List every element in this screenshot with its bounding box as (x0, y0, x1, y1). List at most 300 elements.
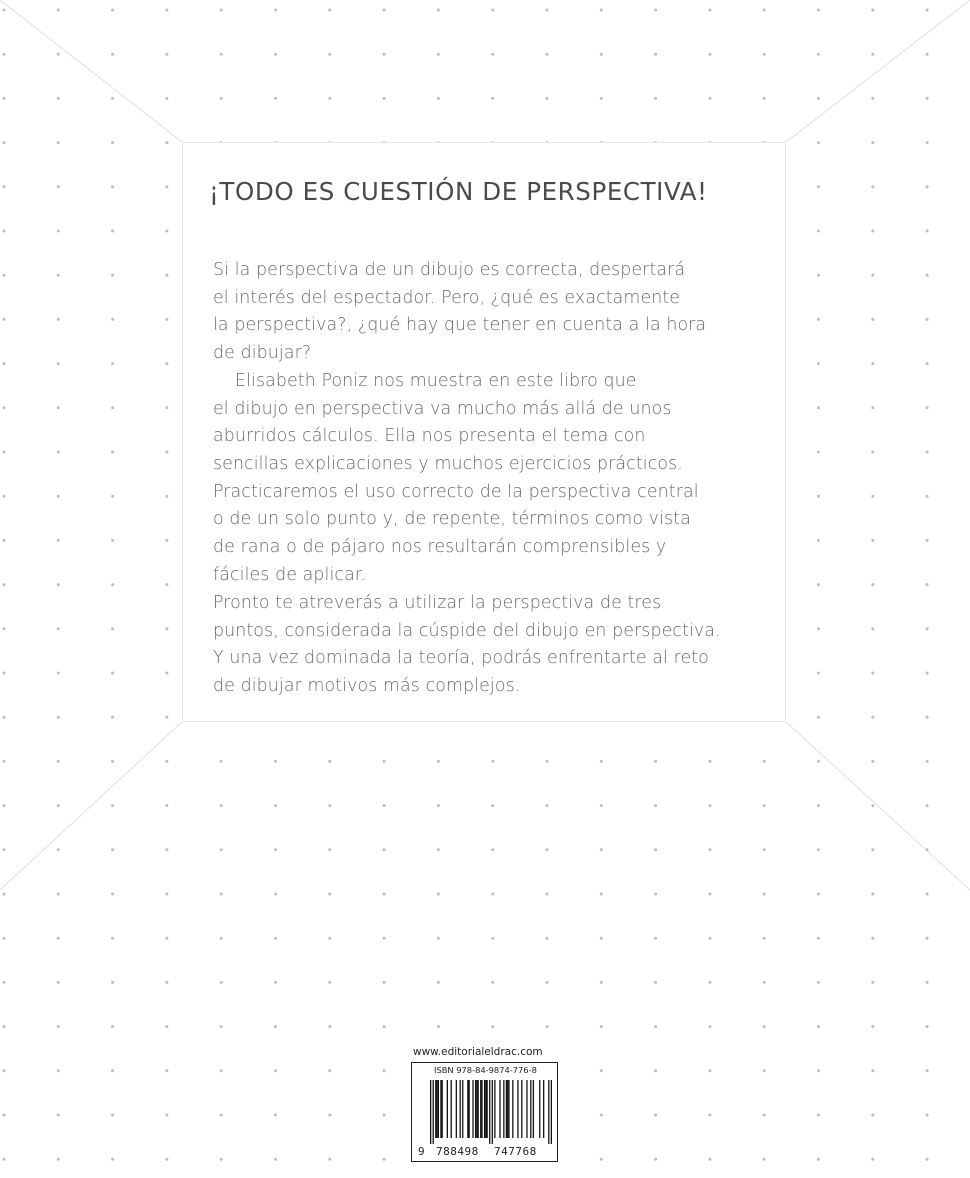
grid-dot (111, 185, 114, 188)
grid-dot (328, 760, 331, 763)
grid-dot (491, 981, 494, 984)
grid-dot (708, 848, 711, 851)
grid-dot (57, 141, 60, 144)
grid-dot (926, 672, 929, 675)
paragraph-line: el interés del espectador. Pero, ¿qué es exactamente (213, 287, 681, 308)
grid-dot (57, 583, 60, 586)
grid-dot (654, 760, 657, 763)
grid-dot (926, 318, 929, 321)
barcode-frame (411, 1062, 558, 1162)
grid-dot (111, 672, 114, 675)
grid-dot (600, 1069, 603, 1072)
grid-dot (817, 9, 820, 12)
grid-dot (165, 893, 168, 896)
grid-dot (165, 937, 168, 940)
grid-dot (926, 760, 929, 763)
grid-dot (111, 848, 114, 851)
grid-dot (165, 53, 168, 56)
paragraph-line: Practicaremos el uso correcto de la perspectiva central (213, 481, 699, 502)
barcode-bar (435, 1080, 436, 1138)
paragraph-line: Elisabeth Poniz nos muestra en este libro que (235, 370, 637, 391)
grid-dot (165, 318, 168, 321)
grid-dot (546, 760, 549, 763)
grid-dot (546, 53, 549, 56)
grid-dot (165, 362, 168, 365)
grid-dot (3, 804, 6, 807)
grid-dot (383, 97, 386, 100)
grid-dot (3, 53, 6, 56)
grid-dot (274, 804, 277, 807)
grid-dot (57, 185, 60, 188)
grid-dot (491, 937, 494, 940)
grid-dot (600, 1025, 603, 1028)
grid-dot (274, 9, 277, 12)
grid-dot (817, 141, 820, 144)
grid-dot (3, 141, 6, 144)
grid-dot (165, 1025, 168, 1028)
grid-dot (600, 1114, 603, 1117)
grid-dot (383, 1069, 386, 1072)
grid-dot (763, 9, 766, 12)
grid-dot (383, 53, 386, 56)
grid-dot (3, 893, 6, 896)
grid-dot (817, 274, 820, 277)
grid-dot (654, 9, 657, 12)
grid-dot (817, 362, 820, 365)
publisher-website: www.editorialeldrac.com (413, 1046, 543, 1058)
barcode-bar (507, 1080, 508, 1138)
grid-dot (165, 627, 168, 630)
grid-dot (546, 981, 549, 984)
grid-dot (220, 937, 223, 940)
barcode-bar (499, 1080, 500, 1138)
grid-dot (708, 981, 711, 984)
grid-dot (111, 406, 114, 409)
grid-dot (3, 495, 6, 498)
grid-dot (111, 1158, 114, 1161)
grid-dot (817, 406, 820, 409)
grid-dot (871, 539, 874, 542)
grid-dot (274, 1025, 277, 1028)
grid-dot (57, 274, 60, 277)
grid-dot (926, 451, 929, 454)
grid-dot (871, 848, 874, 851)
grid-dot (437, 893, 440, 896)
grid-dot (165, 1114, 168, 1117)
grid-dot (817, 583, 820, 586)
grid-dot (57, 539, 60, 542)
grid-dot (165, 539, 168, 542)
grid-dot (871, 362, 874, 365)
grid-dot (111, 981, 114, 984)
grid-dot (274, 848, 277, 851)
grid-dot (57, 53, 60, 56)
grid-dot (3, 362, 6, 365)
barcode-bar (485, 1080, 486, 1138)
barcode-bar (492, 1080, 493, 1144)
barcode-bar (469, 1080, 470, 1138)
grid-dot (926, 495, 929, 498)
grid-dot (220, 53, 223, 56)
grid-dot (220, 893, 223, 896)
grid-dot (871, 672, 874, 675)
grid-dot (871, 893, 874, 896)
grid-dot (817, 185, 820, 188)
grid-dot (220, 760, 223, 763)
grid-dot (328, 1114, 331, 1117)
barcode-bar (462, 1080, 463, 1138)
grid-dot (57, 318, 60, 321)
grid-dot (437, 97, 440, 100)
grid-dot (817, 53, 820, 56)
grid-dot (165, 672, 168, 675)
barcode-bar (526, 1080, 527, 1138)
grid-dot (654, 981, 657, 984)
grid-dot (546, 1025, 549, 1028)
grid-dot (220, 1158, 223, 1161)
grid-dot (274, 1069, 277, 1072)
grid-dot (3, 451, 6, 454)
barcode-bar (487, 1080, 488, 1138)
grid-dot (926, 97, 929, 100)
grid-dot (3, 1069, 6, 1072)
grid-dot (763, 848, 766, 851)
paragraph-line: de rana o de pájaro nos resultarán comprensibles y (213, 537, 667, 558)
grid-dot (165, 141, 168, 144)
grid-dot (165, 1069, 168, 1072)
grid-dot (274, 893, 277, 896)
grid-dot (817, 1069, 820, 1072)
paragraph-line: la perspectiva?, ¿qué hay que tener en cuenta a la hora (213, 315, 707, 336)
barcode-bar (472, 1080, 473, 1138)
grid-dot (111, 804, 114, 807)
grid-dot (491, 760, 494, 763)
grid-dot (871, 97, 874, 100)
grid-dot (600, 848, 603, 851)
grid-dot (763, 981, 766, 984)
grid-dot (926, 716, 929, 719)
barcode-bar (438, 1080, 439, 1138)
grid-dot (926, 53, 929, 56)
grid-dot (926, 627, 929, 630)
grid-dot (708, 9, 711, 12)
grid-dot (3, 716, 6, 719)
barcode-bar (456, 1080, 457, 1138)
grid-dot (926, 893, 929, 896)
grid-dot (111, 1025, 114, 1028)
grid-dot (817, 627, 820, 630)
grid-dot (708, 893, 711, 896)
text-panel (182, 142, 786, 722)
grid-dot (57, 804, 60, 807)
grid-dot (383, 937, 386, 940)
grid-dot (111, 583, 114, 586)
grid-dot (817, 495, 820, 498)
barcode-bar (480, 1080, 481, 1138)
barcode-bar (475, 1080, 476, 1138)
grid-dot (546, 9, 549, 12)
grid-dot (491, 893, 494, 896)
barcode-bar (436, 1080, 437, 1138)
grid-dot (708, 1069, 711, 1072)
grid-dot (220, 981, 223, 984)
grid-dot (220, 1114, 223, 1117)
grid-dot (57, 716, 60, 719)
grid-dot (871, 495, 874, 498)
grid-dot (111, 230, 114, 233)
grid-dot (165, 1158, 168, 1161)
grid-dot (111, 318, 114, 321)
grid-dot (328, 1158, 331, 1161)
grid-dot (654, 848, 657, 851)
grid-dot (274, 97, 277, 100)
grid-dot (817, 848, 820, 851)
grid-dot (165, 804, 168, 807)
grid-dot (111, 1114, 114, 1117)
grid-dot (708, 97, 711, 100)
grid-dot (57, 760, 60, 763)
paragraph-line: el dibujo en perspectiva va mucho más allá de unos (213, 398, 672, 419)
grid-dot (871, 185, 874, 188)
grid-dot (871, 760, 874, 763)
grid-dot (165, 848, 168, 851)
paragraph-line: de dibujar? (213, 343, 312, 364)
grid-dot (871, 937, 874, 940)
grid-dot (328, 937, 331, 940)
paragraph-line: puntos, considerada la cúspide del dibujo en perspectiva. (213, 620, 721, 641)
grid-dot (220, 9, 223, 12)
grid-dot (926, 848, 929, 851)
grid-dot (220, 804, 223, 807)
grid-dot (111, 97, 114, 100)
grid-dot (763, 1114, 766, 1117)
grid-dot (165, 583, 168, 586)
paragraph-line: Pronto te atreverás a utilizar la perspectiva de tres (213, 593, 662, 613)
grid-dot (926, 981, 929, 984)
grid-dot (165, 981, 168, 984)
grid-dot (3, 406, 6, 409)
grid-dot (871, 1069, 874, 1072)
grid-dot (871, 230, 874, 233)
grid-dot (111, 9, 114, 12)
grid-dot (926, 1114, 929, 1117)
barcode-bar (467, 1080, 468, 1138)
grid-dot (111, 495, 114, 498)
grid-dot (437, 937, 440, 940)
grid-dot (57, 495, 60, 498)
grid-dot (763, 760, 766, 763)
grid-dot (817, 451, 820, 454)
grid-dot (220, 1069, 223, 1072)
closing-paragraph (213, 590, 773, 701)
grid-dot (3, 97, 6, 100)
grid-dot (57, 451, 60, 454)
grid-dot (871, 627, 874, 630)
barcode-bar (533, 1080, 534, 1138)
grid-dot (817, 893, 820, 896)
grid-dot (328, 9, 331, 12)
grid-dot (654, 937, 657, 940)
grid-dot (763, 53, 766, 56)
grid-dot (57, 981, 60, 984)
grid-dot (328, 1069, 331, 1072)
grid-dot (57, 893, 60, 896)
grid-dot (57, 1114, 60, 1117)
grid-dot (763, 937, 766, 940)
grid-dot (763, 893, 766, 896)
grid-dot (111, 627, 114, 630)
grid-dot (3, 848, 6, 851)
grid-dot (926, 141, 929, 144)
grid-dot (817, 1114, 820, 1117)
grid-dot (165, 716, 168, 719)
grid-dot (871, 53, 874, 56)
grid-dot (491, 804, 494, 807)
grid-dot (165, 760, 168, 763)
grid-dot (165, 97, 168, 100)
grid-dot (654, 1025, 657, 1028)
grid-dot (3, 672, 6, 675)
grid-dot (871, 583, 874, 586)
grid-dot (654, 1069, 657, 1072)
grid-dot (708, 1158, 711, 1161)
grid-dot (546, 893, 549, 896)
barcode-bar (539, 1080, 540, 1138)
grid-dot (383, 804, 386, 807)
barcode-bar (476, 1080, 477, 1138)
grid-dot (926, 1069, 929, 1072)
grid-dot (274, 53, 277, 56)
grid-dot (57, 9, 60, 12)
grid-dot (491, 848, 494, 851)
grid-dot (3, 760, 6, 763)
barcode-bar (484, 1080, 485, 1138)
grid-dot (3, 1025, 6, 1028)
grid-dot (926, 9, 929, 12)
grid-dot (57, 1158, 60, 1161)
panel-title: ¡TODO ES CUESTIÓN DE PERSPECTIVA! (209, 177, 708, 206)
grid-dot (57, 627, 60, 630)
grid-dot (926, 406, 929, 409)
grid-dot (383, 848, 386, 851)
description-paragraph (213, 257, 773, 589)
grid-dot (3, 185, 6, 188)
grid-dot (926, 185, 929, 188)
isbn-label: ISBN 978-84-9874-776-8 (434, 1065, 537, 1075)
grid-dot (600, 893, 603, 896)
barcode-bar (460, 1080, 461, 1138)
grid-dot (871, 406, 874, 409)
ean-right-digits: 747768 (494, 1145, 537, 1158)
grid-dot (57, 97, 60, 100)
barcode-bar (430, 1080, 431, 1144)
grid-dot (871, 9, 874, 12)
grid-dot (111, 451, 114, 454)
grid-dot (491, 9, 494, 12)
grid-dot (437, 804, 440, 807)
grid-dot (763, 1025, 766, 1028)
barcode-bar (440, 1080, 441, 1138)
grid-dot (57, 672, 60, 675)
grid-dot (817, 97, 820, 100)
grid-dot (871, 1114, 874, 1117)
grid-dot (491, 97, 494, 100)
grid-dot (708, 1114, 711, 1117)
grid-dot (546, 97, 549, 100)
barcode-bar (506, 1080, 507, 1138)
barcode-bar (503, 1080, 504, 1138)
grid-dot (708, 53, 711, 56)
grid-dot (708, 760, 711, 763)
barcode-bar (521, 1080, 522, 1138)
grid-dot (165, 9, 168, 12)
barcode-bar (494, 1080, 495, 1138)
grid-dot (817, 1158, 820, 1161)
grid-dot (926, 1158, 929, 1161)
grid-dot (220, 848, 223, 851)
grid-dot (926, 539, 929, 542)
grid-dot (383, 893, 386, 896)
grid-dot (654, 1158, 657, 1161)
grid-dot (383, 760, 386, 763)
grid-dot (871, 716, 874, 719)
barcode-bar (433, 1080, 434, 1144)
grid-dot (817, 539, 820, 542)
grid-dot (57, 1025, 60, 1028)
grid-dot (437, 1025, 440, 1028)
grid-dot (165, 406, 168, 409)
barcode-bar (548, 1080, 549, 1144)
paragraph-line: Y una vez dominada la teoría, podrás enfrentarte al reto (213, 648, 709, 669)
grid-dot (165, 230, 168, 233)
paragraph-line: Si la perspectiva de un dibujo es correcta, despertará (213, 260, 686, 280)
grid-dot (708, 937, 711, 940)
barcode-bar (447, 1080, 448, 1138)
grid-dot (3, 981, 6, 984)
grid-dot (328, 848, 331, 851)
barcode-bar (442, 1080, 443, 1138)
barcode-bar (530, 1080, 531, 1138)
grid-dot (111, 893, 114, 896)
grid-dot (111, 1069, 114, 1072)
grid-dot (111, 362, 114, 365)
grid-dot (437, 981, 440, 984)
grid-dot (600, 981, 603, 984)
grid-dot (274, 1158, 277, 1161)
grid-dot (437, 53, 440, 56)
barcode-bar (508, 1080, 509, 1138)
grid-dot (926, 804, 929, 807)
barcode-bars (430, 1080, 552, 1144)
grid-dot (274, 1114, 277, 1117)
grid-dot (57, 230, 60, 233)
grid-dot (274, 981, 277, 984)
grid-dot (654, 1114, 657, 1117)
grid-dot (383, 1025, 386, 1028)
grid-dot (437, 760, 440, 763)
grid-dot (600, 53, 603, 56)
grid-dot (328, 53, 331, 56)
barcode-bar (512, 1080, 513, 1138)
grid-dot (926, 937, 929, 940)
grid-dot (165, 274, 168, 277)
barcode-bar (478, 1080, 479, 1138)
grid-dot (491, 1025, 494, 1028)
grid-dot (383, 981, 386, 984)
grid-dot (3, 9, 6, 12)
grid-dot (3, 1114, 6, 1117)
paragraph-line: aburridos cálculos. Ella nos presenta el tema con (213, 426, 646, 447)
